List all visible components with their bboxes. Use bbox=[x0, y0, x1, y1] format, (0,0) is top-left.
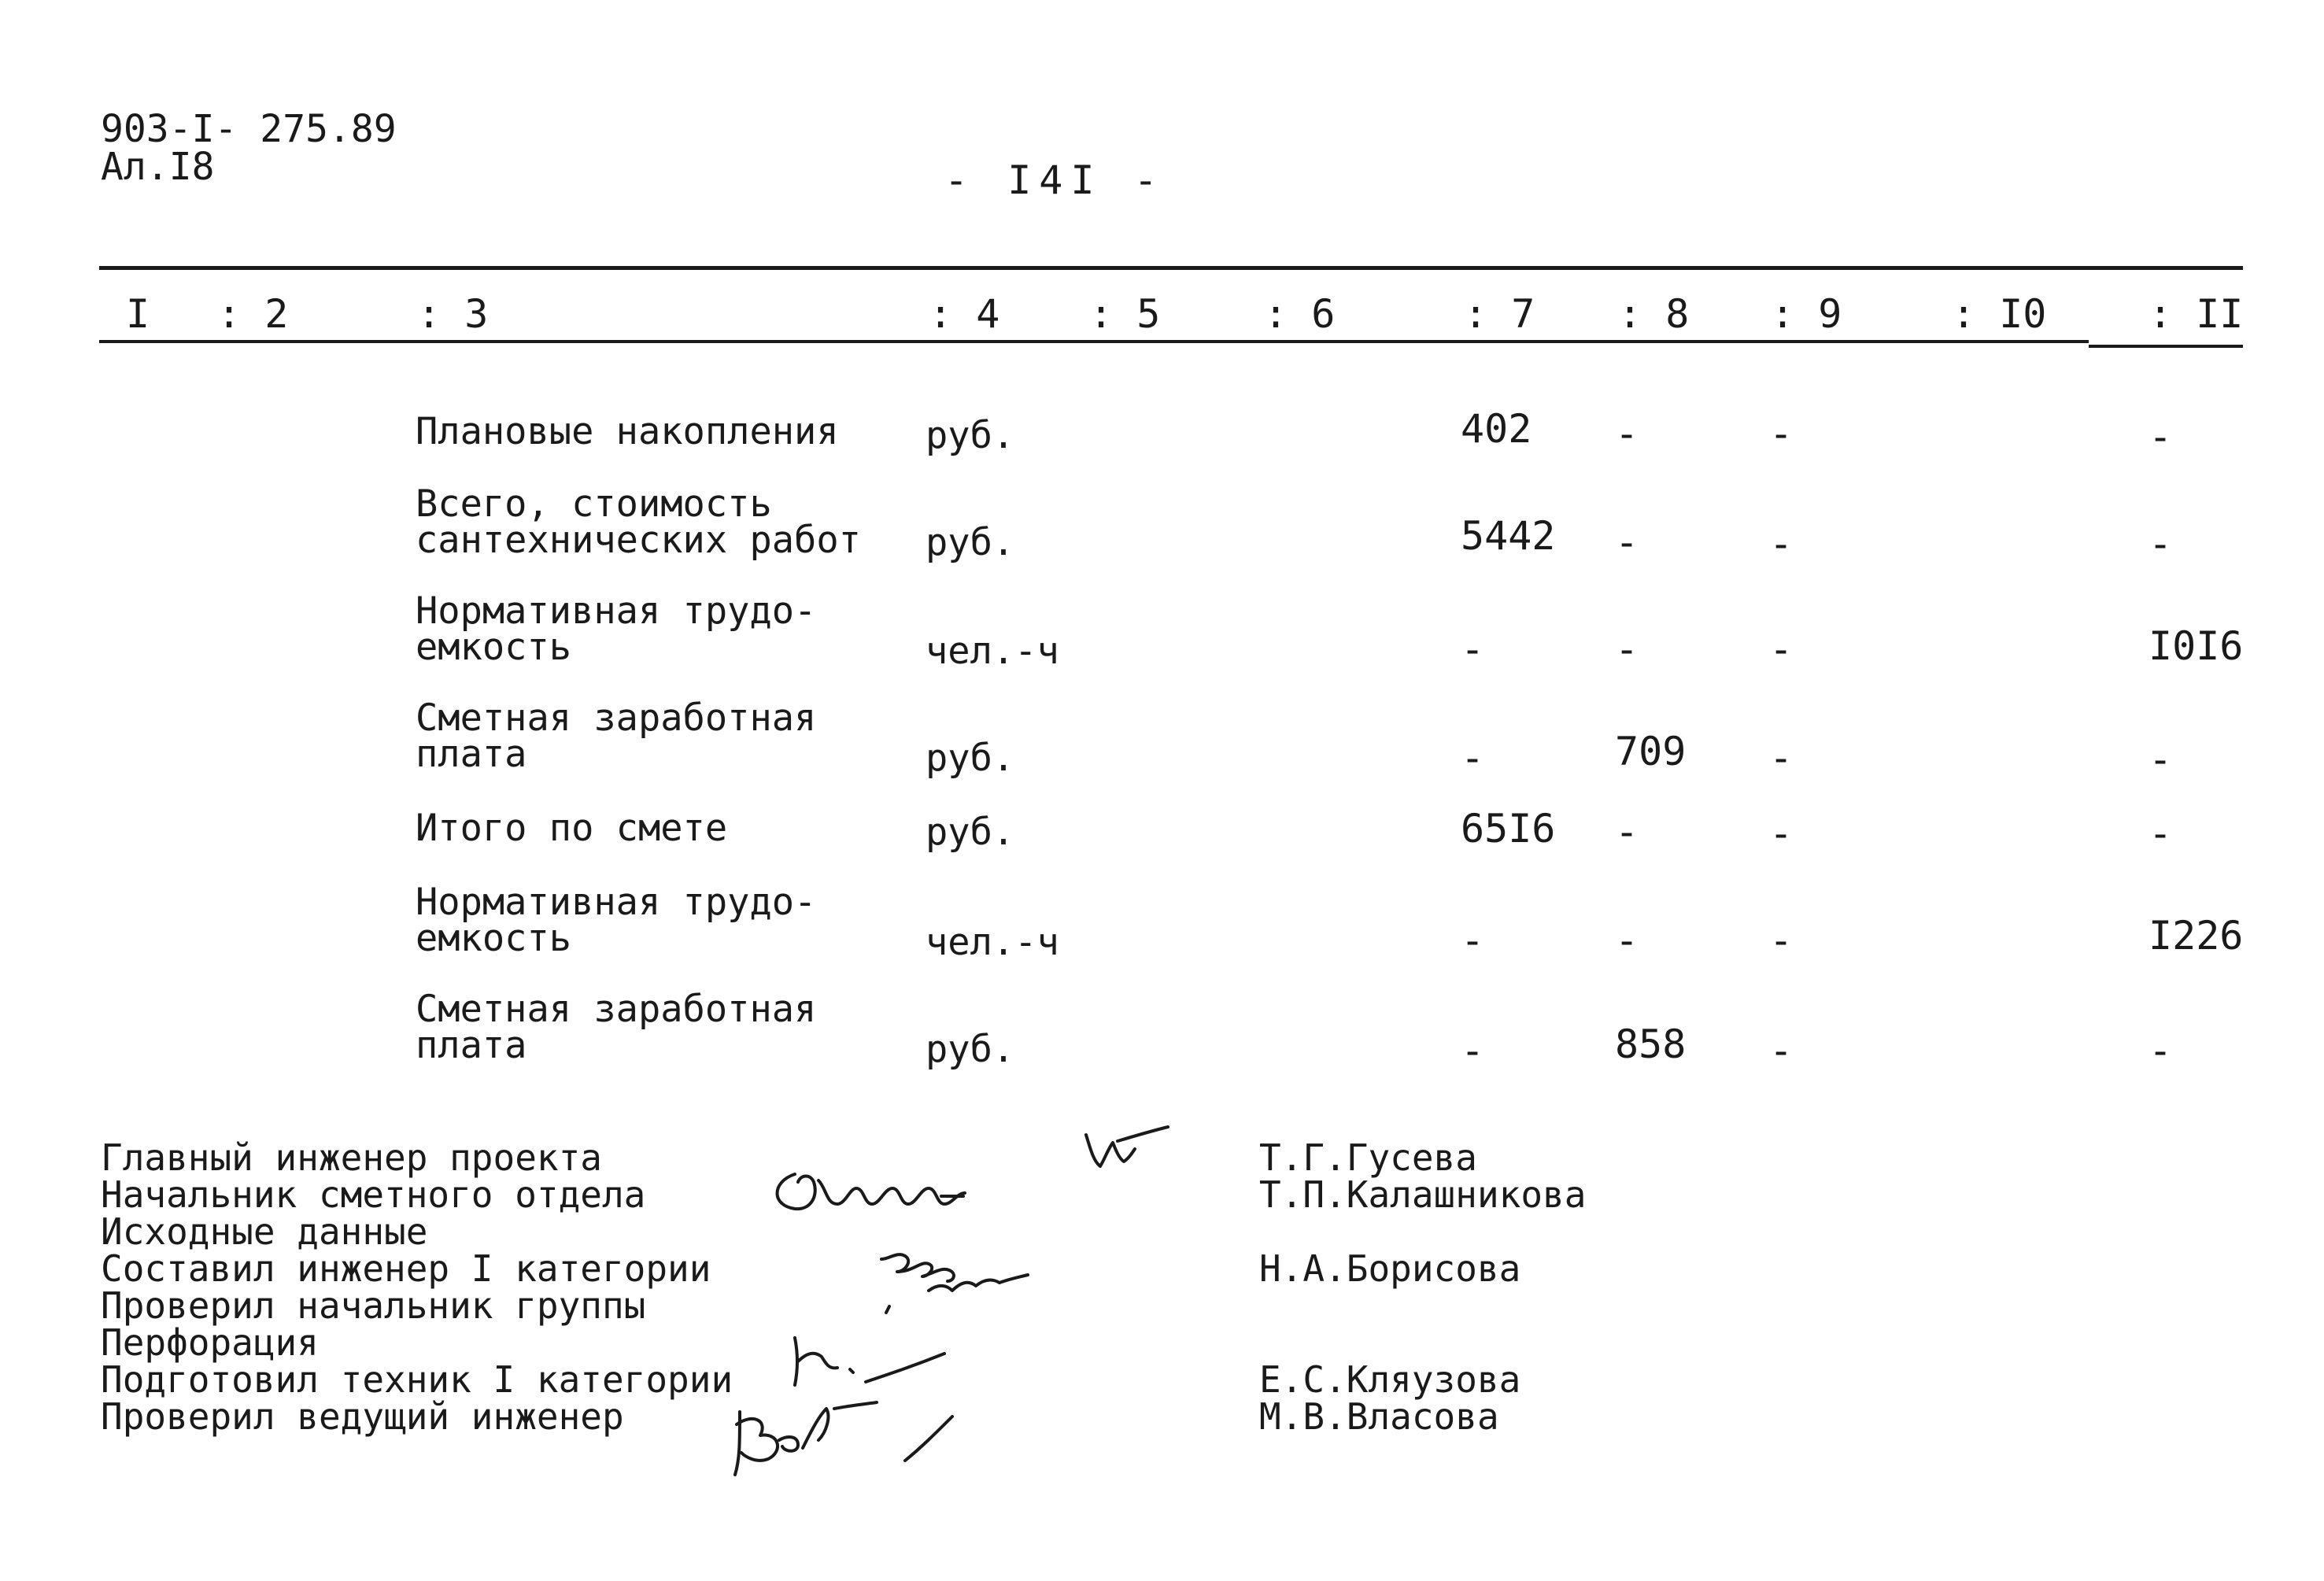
row-unit: руб. bbox=[926, 737, 1015, 780]
cell-col7: - bbox=[1461, 918, 1485, 963]
signature-vlasova bbox=[735, 1402, 952, 1475]
signature-role: Составил инженер I категории bbox=[101, 1247, 711, 1290]
signature-name: Е.С.Кляузова bbox=[1259, 1358, 1521, 1401]
row-label-line: сантехнических работ bbox=[416, 519, 861, 562]
signature-role: Проверил ведущий инженер bbox=[101, 1395, 624, 1438]
row-label-line: Итого по смете bbox=[416, 807, 728, 850]
row-unit: руб. bbox=[926, 521, 1015, 564]
row-label-line: Плановые накопления bbox=[416, 410, 839, 453]
row-label-line: Нормативная трудо- bbox=[416, 589, 817, 633]
column-header-7: : 7 bbox=[1464, 291, 1535, 337]
cell-col8: - bbox=[1615, 918, 1639, 963]
cell-col8: - bbox=[1615, 519, 1639, 565]
cell-col11: - bbox=[2148, 737, 2173, 782]
cell-col7: - bbox=[1461, 626, 1485, 672]
cell-col11: - bbox=[2148, 414, 2173, 460]
cell-col11: I226 bbox=[2148, 913, 2244, 959]
cell-col8: - bbox=[1615, 809, 1639, 855]
signature-name: Т.П.Калашникова bbox=[1259, 1173, 1587, 1216]
signature-klyauzova bbox=[795, 1338, 944, 1385]
cell-col8: - bbox=[1615, 626, 1639, 672]
row-label-line: Нормативная трудо- bbox=[416, 881, 817, 924]
column-header-1: I bbox=[126, 291, 150, 337]
signature-name: Н.А.Борисова bbox=[1259, 1247, 1521, 1290]
row-label-line: емкость bbox=[416, 917, 572, 960]
row-label-line: Сметная заработная bbox=[416, 988, 817, 1031]
cell-col11: - bbox=[2148, 521, 2173, 567]
cell-col7: - bbox=[1461, 1028, 1485, 1073]
column-header-2: : 2 bbox=[217, 291, 289, 337]
signature-role: Подготовил техник I категории bbox=[101, 1358, 733, 1401]
cell-col9: - bbox=[1769, 735, 1794, 781]
column-header-4: : 4 bbox=[929, 291, 1000, 337]
cell-col9: - bbox=[1769, 521, 1794, 567]
row-label-line: Сметная заработная bbox=[416, 696, 817, 740]
cell-col8: - bbox=[1615, 411, 1639, 456]
column-header-9: : 9 bbox=[1771, 291, 1842, 337]
signature-role: Проверил начальник группы bbox=[101, 1284, 646, 1327]
column-header-6: : 6 bbox=[1264, 291, 1336, 337]
cell-col7: 402 bbox=[1461, 406, 1532, 452]
column-header-5: : 5 bbox=[1089, 291, 1161, 337]
signature-role: Исходные данные bbox=[101, 1210, 428, 1253]
cell-col9: - bbox=[1769, 411, 1794, 456]
cell-col9: - bbox=[1769, 811, 1794, 856]
cell-col7: 5442 bbox=[1461, 513, 1556, 559]
cell-col9: - bbox=[1769, 918, 1794, 963]
cell-col8: 858 bbox=[1615, 1021, 1687, 1067]
row-unit: руб. bbox=[926, 1028, 1015, 1071]
row-label-line: плата bbox=[416, 1024, 527, 1067]
signature-role: Перфорация bbox=[101, 1321, 319, 1364]
cell-col11: - bbox=[2148, 1028, 2173, 1073]
signature-name: М.В.Власова bbox=[1259, 1395, 1499, 1438]
row-unit: руб. bbox=[926, 414, 1015, 457]
page-number: - I4I - bbox=[944, 157, 1166, 203]
signature-role: Главный инженер проекта bbox=[101, 1136, 602, 1179]
document-code-line2: Ал.I8 bbox=[101, 145, 215, 189]
row-label-line: плата bbox=[416, 733, 527, 776]
cell-col7: 65I6 bbox=[1461, 806, 1556, 851]
row-label-line: Всего, стоимость bbox=[416, 482, 772, 526]
column-header-8: : 8 bbox=[1618, 291, 1690, 337]
document-code-line1: 903-I- 275.89 bbox=[101, 107, 397, 151]
cell-col11: - bbox=[2148, 811, 2173, 856]
row-unit: чел.-ч bbox=[926, 921, 1059, 964]
cell-col9: - bbox=[1769, 626, 1794, 672]
column-header-11: : II bbox=[2148, 291, 2244, 337]
row-label-line: емкость bbox=[416, 626, 572, 669]
row-unit: руб. bbox=[926, 811, 1015, 854]
signature-kalashnikova bbox=[778, 1174, 966, 1209]
row-unit: чел.-ч bbox=[926, 630, 1059, 673]
cell-col7: - bbox=[1461, 735, 1485, 781]
cell-col11: I0I6 bbox=[2148, 623, 2244, 669]
signature-name: Т.Г.Гусева bbox=[1259, 1136, 1477, 1179]
signature-role: Начальник сметного отдела bbox=[101, 1173, 646, 1216]
column-header-10: : I0 bbox=[1952, 291, 2047, 337]
signature-gusev bbox=[1086, 1127, 1168, 1166]
column-header-3: : 3 bbox=[417, 291, 489, 337]
cell-col8: 709 bbox=[1615, 729, 1687, 774]
signature-borisova bbox=[881, 1254, 1028, 1313]
cell-col9: - bbox=[1769, 1028, 1794, 1073]
